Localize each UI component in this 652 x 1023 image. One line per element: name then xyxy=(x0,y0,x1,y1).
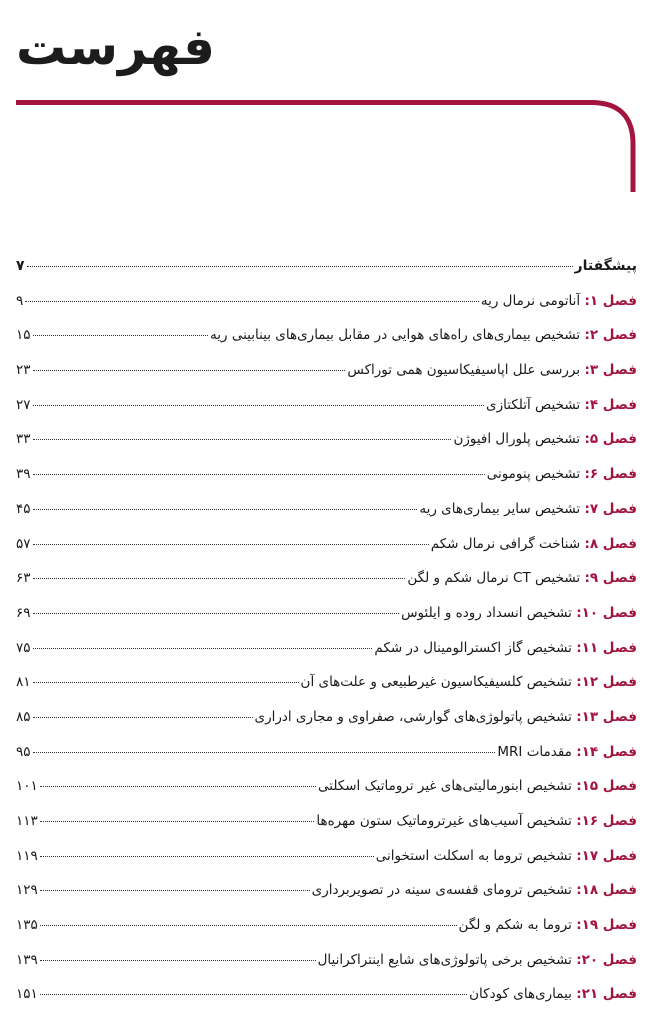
chapter-title: تشخیص گاز اکسترالومینال در شکم xyxy=(374,639,572,656)
dot-leader xyxy=(33,648,373,649)
chapter-label xyxy=(301,674,637,690)
chapter-title: تشخیص بیماری‌های راه‌های هوایی در مقابل بیماری‌های بینابینی ریه xyxy=(210,327,581,344)
dot-leader xyxy=(40,925,457,926)
dot-leader xyxy=(40,890,310,891)
toc-row-chapter[interactable] xyxy=(16,674,637,709)
toc-row-chapter[interactable] xyxy=(16,570,637,605)
chapter-title: تشخیص پنومونی xyxy=(486,466,581,483)
dot-leader xyxy=(33,682,299,683)
chapter-title: مقدمات MRI xyxy=(497,743,572,760)
chapter-page-number: ۸۱ xyxy=(16,674,31,691)
dot-leader xyxy=(33,474,485,475)
chapter-number: فصل ۱۵: xyxy=(576,778,637,795)
toc-row-chapter[interactable] xyxy=(16,501,637,536)
dot-leader xyxy=(33,335,209,336)
chapter-page-number: ۱۵ xyxy=(16,327,31,344)
toc-row-chapter[interactable] xyxy=(16,431,637,466)
dot-leader xyxy=(33,613,400,614)
dot-leader xyxy=(33,370,346,371)
chapter-title: تشخیص انسداد روده و ایلئوس xyxy=(401,604,572,621)
toc-row-chapter[interactable] xyxy=(16,362,637,397)
chapter-number: فصل ۱۷: xyxy=(576,847,637,864)
dot-leader xyxy=(33,717,253,718)
chapter-label xyxy=(376,848,637,864)
toc-row-chapter[interactable] xyxy=(16,397,637,432)
dot-leader xyxy=(40,786,316,787)
chapter-number: فصل ۱۹: xyxy=(576,917,637,934)
chapter-title: شناخت گرافی نرمال شکم xyxy=(430,535,581,552)
page-title: فهرست xyxy=(16,18,215,76)
chapter-list xyxy=(16,293,637,1021)
chapter-title: تشخیص ابنورمالیتی‌های غیر تروماتیک اسکلتی xyxy=(318,778,572,795)
chapter-title: تشخیص آتلکتازی xyxy=(486,396,581,413)
chapter-number: فصل ۱: xyxy=(584,292,637,309)
chapter-page-number: ۱۱۹ xyxy=(16,847,38,864)
toc-row-chapter[interactable] xyxy=(16,917,637,952)
dot-leader xyxy=(40,856,374,857)
chapter-title: تشخیص سایر بیماری‌های ریه xyxy=(419,500,581,517)
chapter-label xyxy=(316,813,637,829)
chapter-page-number: ۹ xyxy=(16,292,24,309)
chapter-page-number: ۳۹ xyxy=(16,466,31,483)
chapter-number: فصل ۶: xyxy=(584,466,637,483)
dot-leader xyxy=(33,405,485,406)
toc-row-chapter[interactable] xyxy=(16,327,637,362)
chapter-number: فصل ۱۳: xyxy=(576,708,637,725)
toc-row-chapter[interactable] xyxy=(16,882,637,917)
chapter-label xyxy=(312,882,637,898)
chapter-number: فصل ۷: xyxy=(584,500,637,517)
chapter-page-number: ۵۷ xyxy=(16,535,31,552)
chapter-title: تشخیص پاتولوژی‌های گوارشی، صفراوی و مجاری ادراری xyxy=(254,708,572,725)
chapter-number: فصل ۱۶: xyxy=(576,813,637,829)
chapter-page-number: ۲۷ xyxy=(16,396,31,413)
chapter-label xyxy=(401,605,637,621)
dot-leader xyxy=(40,960,316,961)
dot-leader xyxy=(33,509,418,510)
chapter-number: فصل ۳: xyxy=(584,362,637,379)
chapter-label xyxy=(486,397,637,413)
toc-row-chapter[interactable] xyxy=(16,813,637,848)
toc-row-chapter[interactable] xyxy=(16,744,637,779)
chapter-number: فصل ۲: xyxy=(584,327,637,344)
dot-leader xyxy=(40,821,315,822)
dot-leader xyxy=(25,301,479,302)
chapter-page-number: ۱۰۱ xyxy=(16,778,38,795)
chapter-label xyxy=(481,293,637,309)
chapter-number: فصل ۱۱: xyxy=(576,639,637,656)
chapter-page-number: ۱۳۹ xyxy=(16,951,38,968)
chapter-page-number: ۳۳ xyxy=(16,431,31,448)
chapter-page-number: ۲۳ xyxy=(16,362,31,379)
chapter-title: تشخیص تروما به اسکلت استخوانی xyxy=(375,847,572,864)
dot-leader xyxy=(33,752,496,753)
preface-label: پیشگفتار xyxy=(574,258,637,274)
chapter-page-number: ۴۵ xyxy=(16,500,31,517)
chapter-page-number: ۱۳۵ xyxy=(16,917,38,934)
title-underline-rule xyxy=(16,100,636,192)
chapter-label xyxy=(469,986,637,1002)
chapter-label xyxy=(347,362,637,378)
chapter-title: بیماری‌های کودکان xyxy=(469,986,572,1003)
toc-row-chapter[interactable] xyxy=(16,986,637,1021)
chapter-title: تشخیص آسیب‌های غیرتروماتیک ستون مهره‌ها xyxy=(316,813,572,829)
chapter-page-number: ۷۵ xyxy=(16,639,31,656)
chapter-title: تشخیص پلورال افیوژن xyxy=(453,431,581,448)
chapter-number: فصل ۵: xyxy=(584,431,637,448)
toc-row-chapter[interactable] xyxy=(16,466,637,501)
toc-row-chapter[interactable] xyxy=(16,709,637,744)
chapter-page-number: ۱۲۹ xyxy=(16,882,38,899)
dot-leader xyxy=(33,578,406,579)
chapter-label xyxy=(407,570,637,586)
chapter-label xyxy=(419,501,637,517)
chapter-page-number: ۹۵ xyxy=(16,743,31,760)
chapter-page-number: ۶۹ xyxy=(16,604,31,621)
chapter-label xyxy=(318,778,637,794)
chapter-label xyxy=(255,709,638,725)
chapter-label xyxy=(374,640,637,656)
chapter-page-number: ۱۵۱ xyxy=(16,986,38,1003)
chapter-number: فصل ۲۱: xyxy=(576,986,637,1003)
preface-page-number: ۷ xyxy=(16,258,25,274)
toc-row-chapter[interactable] xyxy=(16,293,637,328)
chapter-number: فصل ۹: xyxy=(584,570,637,587)
chapter-label xyxy=(431,536,637,552)
toc-row-preface[interactable] xyxy=(16,258,637,293)
chapter-title: بررسی علل اپاسیفیکاسیون همی توراکس xyxy=(347,362,581,379)
chapter-label xyxy=(487,466,637,482)
dot-leader xyxy=(33,439,452,440)
dot-leader xyxy=(27,266,573,267)
chapter-number: فصل ۸: xyxy=(584,535,637,552)
toc-row-chapter[interactable] xyxy=(16,640,637,675)
chapter-label xyxy=(318,952,637,968)
dot-leader xyxy=(33,544,429,545)
dot-leader xyxy=(40,994,467,995)
toc-row-chapter[interactable] xyxy=(16,605,637,640)
toc-row-chapter[interactable] xyxy=(16,848,637,883)
chapter-title: تروما به شکم و لگن xyxy=(458,917,572,934)
chapter-page-number: ۸۵ xyxy=(16,708,31,725)
chapter-label xyxy=(453,431,637,447)
chapter-number: فصل ۴: xyxy=(584,396,637,413)
chapter-number: فصل ۱۴: xyxy=(576,743,637,760)
toc-row-chapter[interactable] xyxy=(16,952,637,987)
chapter-number: فصل ۱۰: xyxy=(576,604,637,621)
chapter-title: تشخیص ترومای قفسه‌ی سینه در تصویربرداری xyxy=(311,882,572,899)
chapter-page-number: ۶۳ xyxy=(16,570,31,587)
chapter-number: فصل ۱۲: xyxy=(576,674,637,691)
chapter-label xyxy=(459,917,637,933)
chapter-title: آناتومی نرمال ریه xyxy=(480,292,581,309)
table-of-contents xyxy=(16,258,637,1021)
chapter-title: تشخیص کلسیفیکاسیون غیرطبیعی و علت‌های آن xyxy=(300,674,572,691)
chapter-label xyxy=(497,744,637,760)
toc-row-chapter[interactable] xyxy=(16,536,637,571)
chapter-number: فصل ۲۰: xyxy=(576,951,637,968)
chapter-page-number: ۱۱۳ xyxy=(16,813,38,829)
title-rule-path xyxy=(16,103,633,193)
chapter-title: تشخیص برخی پاتولوژی‌های شایع اینتراکرانیال xyxy=(317,951,572,968)
chapter-title: تشخیص CT نرمال شکم و لگن xyxy=(407,570,581,587)
chapter-label xyxy=(210,327,637,343)
toc-row-chapter[interactable] xyxy=(16,778,637,813)
chapter-number: فصل ۱۸: xyxy=(576,882,637,899)
